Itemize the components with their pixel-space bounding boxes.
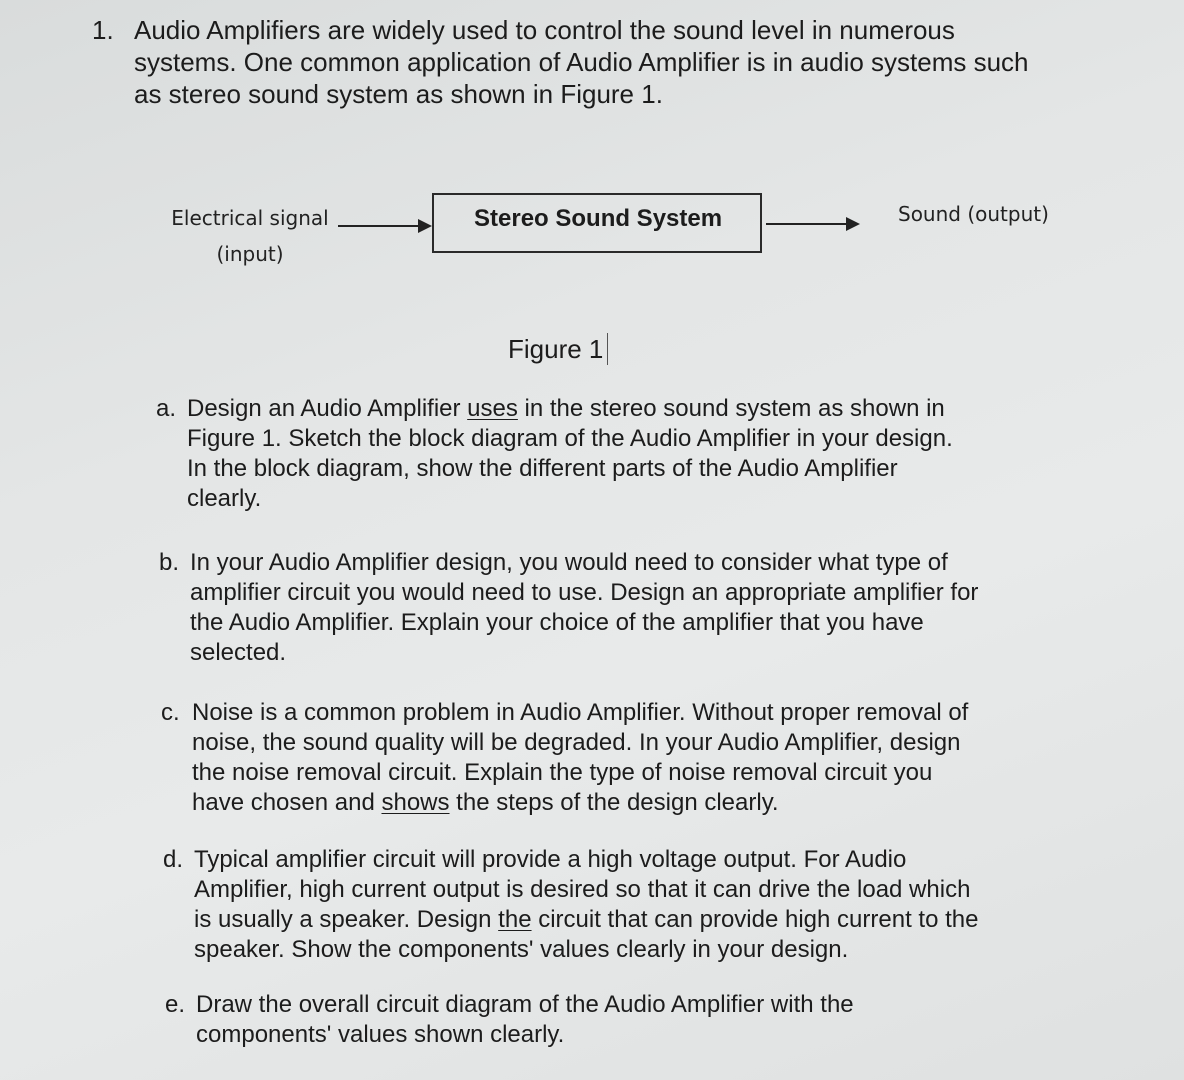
part-line: Figure 1. Sketch the block diagram of the Audio Amplifier in your design. [187,425,953,452]
intro-line: as stereo sound system as shown in Figure 1. [134,79,663,109]
input-label [170,200,330,272]
part-line: Noise is a common problem in Audio Amplifier. Without proper removal of [192,699,969,726]
part-line: Draw the overall circuit diagram of the Audio Amplifier with the [196,991,854,1018]
intro-line: Audio Amplifiers are widely used to control the sound level in numerous [134,15,955,45]
part-text [187,394,953,514]
part-line: the Audio Amplifier. Explain your choice of the amplifier that you have [190,609,924,636]
output-arrow [766,223,858,225]
part-line: In your Audio Amplifier design, you would need to consider what type of [190,549,948,576]
part-line [187,394,953,424]
text-run: the steps of the design clearly. [449,789,779,816]
part-letter: d. [163,846,184,873]
text-run: in the stereo sound system as shown in [517,395,945,422]
part-text [194,845,978,965]
input-arrow [338,225,430,227]
part-letter: b. [159,549,180,576]
figure-caption: Figure 1 [508,333,608,365]
part-line: speaker. Show the components' values clearly in your design. [194,936,849,963]
part-letter: c. [161,699,180,726]
text-run: circuit that can provide high current to the [531,906,979,933]
part-line: clearly. [187,485,262,512]
text-run: Design an Audio Amplifier [187,395,468,422]
system-block-label: Stereo Sound System [474,205,723,232]
part-line: components' values shown clearly. [196,1021,565,1048]
part-text [192,698,968,818]
part-line: selected. [190,639,287,666]
underlined-word: shows [381,789,450,816]
stereo-sound-system-block [432,193,762,253]
underlined-word: the [498,906,532,933]
part-line: amplifier circuit you would need to use. Design an appropriate amplifier for [190,579,979,606]
part-text [190,548,978,668]
part-text [196,990,854,1050]
part-letter: a. [156,395,177,422]
part-line: Typical amplifier circuit will provide a high voltage output. For Audio [194,846,907,873]
intro-line: systems. One common application of Audio Amplifier is in audio systems such [134,47,1029,77]
part-line: noise, the sound quality will be degraded. In your Audio Amplifier, design [192,729,961,756]
part-line: the noise removal circuit. Explain the type of noise removal circuit you [192,759,933,786]
input-label-line: Electrical signal [171,206,329,230]
part-line [194,905,978,935]
text-run: have chosen and [192,789,382,816]
underlined-word: uses [467,395,518,422]
text-run: is usually a speaker. Design [194,906,499,933]
question-number: 1. [92,15,114,45]
figure-1-block-diagram [0,0,1184,300]
part-line: Amplifier, high current output is desired so that it can drive the load which [194,876,971,903]
input-label-line: (input) [216,242,284,266]
part-line [192,788,968,818]
part-line: In the block diagram, show the different parts of the Audio Amplifier [187,455,898,482]
output-label: Sound (output) [898,202,1049,226]
part-letter: e. [165,991,186,1018]
